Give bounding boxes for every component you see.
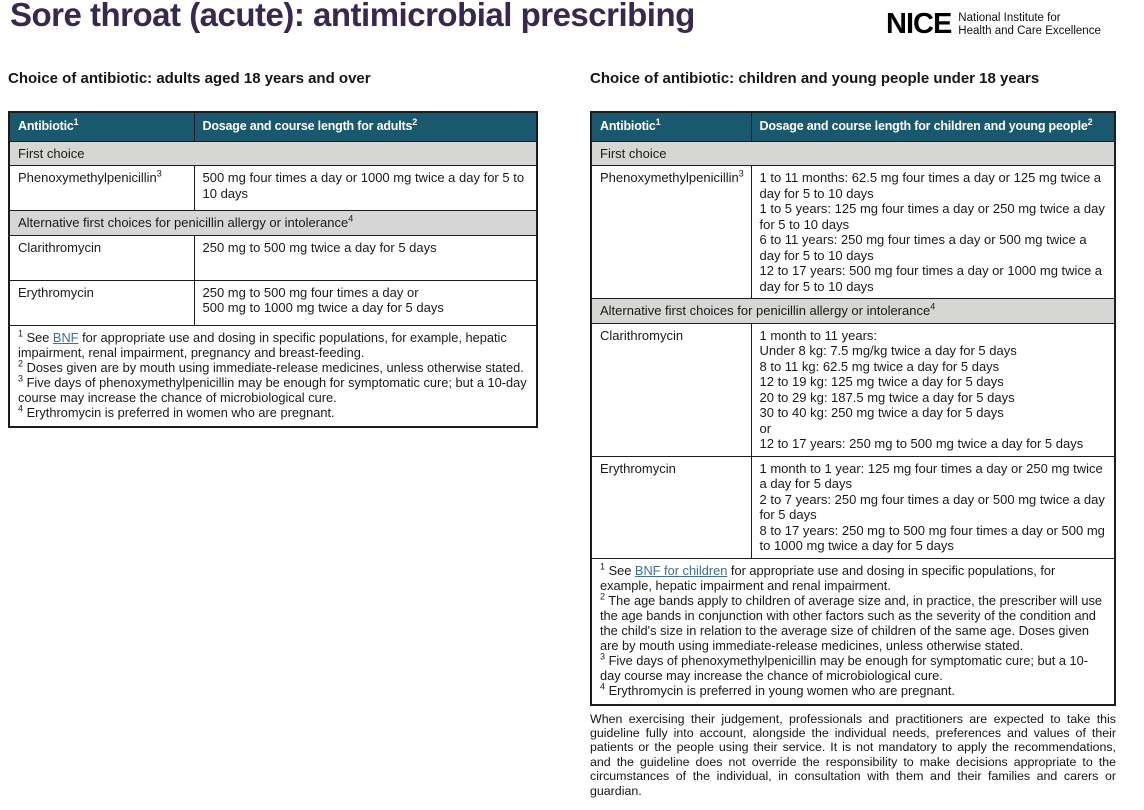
- section-row-label: Alternative first choices for penicillin allergy or intolerance$^4$: [591, 299, 1115, 324]
- antibiotic-cell: Phenoxymethylpenicillin$^3$: [9, 166, 194, 211]
- dosage-cell: [751, 323, 1115, 456]
- dosage-line: 6 to 11 years: 250 mg four times a day or 500 mg twice a day for 5 to 10 days: [759, 232, 1087, 263]
- nice-logo-tagline-line2: Health and Care Excellence: [958, 25, 1101, 37]
- page-title: Sore throat (acute): antimicrobial prescribing: [10, 0, 695, 33]
- antibiotic-cell: Clarithromycin: [591, 323, 751, 456]
- section-row-label: Alternative first choices for penicillin allergy or intolerance$^4$: [9, 211, 537, 236]
- dosage-line: 1 month to 11 years:: [759, 327, 878, 343]
- dosage-cell: [751, 166, 1115, 299]
- dosage-line: 250 mg to 500 mg four times a day or: [202, 284, 419, 300]
- antibiotic-cell: Clarithromycin: [9, 235, 194, 280]
- dosage-line: 1 to 5 years: 125 mg four times a day or 250 mg twice a day for 5 to 10 days: [759, 201, 1105, 232]
- dosage-line: 1 month to 1 year: 125 mg four times a day or 250 mg twice a day for 5 days: [759, 460, 1103, 491]
- dosage-cell: [751, 456, 1115, 558]
- dosage-line: 1 to 11 months: 62.5 mg four times a day or 125 mg twice a day for 5 to 10 days: [759, 170, 1102, 201]
- nice-logo-tagline-line1: National Institute for: [958, 12, 1061, 24]
- adults-antibiotic-table: [8, 111, 538, 428]
- footnote: $^3$ Five days of phenoxymethylpenicillin may be enough for symptomatic cure; but a 10-day course may increase the chance of microbiological cure.: [18, 373, 527, 405]
- children-antibiotic-table: [590, 111, 1116, 706]
- dosage-cell: [194, 280, 537, 325]
- antibiotic-cell: Erythromycin: [591, 456, 751, 558]
- dosage-line: 500 mg to 1000 mg twice a day for 5 days: [202, 300, 444, 315]
- dosage-line: 8 to 17 years: 250 mg to 500 mg four times a day or 500 mg to 1000 mg twice a day for 5 days: [759, 522, 1105, 553]
- dosage-line: 12 to 17 years: 500 mg four times a day or 1000 mg twice a day for 5 to 10 days: [759, 263, 1103, 294]
- footnote: $^2$ The age bands apply to children of average size and, in practice, the prescriber will use the age bands in conjunction with other factors such as the severity of the condition and the child's size in relation to the average size of children of the same age. Doses given are by mouth using immediate-release medicines, unless otherwise stated.: [600, 591, 1103, 653]
- footnote: $^1$ See BNF for appropriate use and dosing in specific populations, for example, hepatic impairment, renal impairment, pregnancy and breast-feeding.: [18, 328, 507, 360]
- column-header: Antibiotic$^1$: [9, 112, 194, 141]
- adults-heading: Choice of antibiotic: adults aged 18 years and over: [8, 70, 371, 87]
- bnf-for-children-link[interactable]: BNF for children: [634, 562, 728, 578]
- column-header: Dosage and course length for adults$^2$: [194, 112, 537, 141]
- footnote: $^3$ Five days of phenoxymethylpenicillin may be enough for symptomatic cure; but a 10-day course may increase the chance of microbiological cure.: [600, 651, 1088, 683]
- nice-logo-acronym: NICE: [886, 8, 952, 40]
- footnote: $^4$ Erythromycin is preferred in women who are pregnant.: [18, 403, 335, 420]
- nice-logo: [886, 10, 1101, 38]
- dosage-line: 500 mg four times a day or 1000 mg twice a day for 5 to 10 days: [202, 170, 525, 201]
- footnotes-cell: [591, 558, 1115, 705]
- section-row-label: First choice: [591, 141, 1115, 166]
- children-section: [590, 70, 1116, 810]
- children-heading: Choice of antibiotic: children and young people under 18 years: [590, 70, 1040, 87]
- footnote: $^4$ Erythromycin is preferred in young women who are pregnant.: [600, 681, 955, 698]
- dosage-line: 20 to 29 kg: 187.5 mg twice a day for 5 days: [759, 389, 1015, 405]
- dosage-cell: [194, 166, 537, 211]
- dosage-line: Under 8 kg: 7.5 mg/kg twice a day for 5 days: [759, 343, 1017, 358]
- section-row-label: First choice: [9, 141, 537, 166]
- adults-section: [8, 70, 538, 428]
- dosage-line: 12 to 19 kg: 125 mg twice a day for 5 days: [759, 374, 1004, 389]
- footnote: $^2$ Doses given are by mouth using immediate-release medicines, unless otherwise stated.: [18, 358, 524, 375]
- footnote: $^1$ See BNF for children for appropriate use and dosing in specific populations, for example, hepatic impairment and renal impairment.: [600, 561, 1056, 593]
- dosage-line: 30 to 40 kg: 250 mg twice a day for 5 days: [759, 405, 1004, 420]
- column-header: Dosage and course length for children and young people$^2$: [751, 112, 1115, 141]
- dosage-line: or: [759, 420, 772, 436]
- dosage-line: 8 to 11 kg: 62.5 mg twice a day for 5 days: [759, 358, 1000, 374]
- dosage-line: 2 to 7 years: 250 mg four times a day or 500 mg twice a day for 5 days: [759, 491, 1105, 522]
- bnf-link[interactable]: BNF: [52, 329, 79, 345]
- dosage-cell: [194, 235, 537, 280]
- column-header: Antibiotic$^1$: [591, 112, 751, 141]
- antibiotic-cell: Phenoxymethylpenicillin$^3$: [591, 166, 751, 299]
- antibiotic-cell: Erythromycin: [9, 280, 194, 325]
- nice-logo-tagline: [958, 10, 1101, 38]
- footnotes-cell: [9, 325, 537, 427]
- dosage-line: 12 to 17 years: 250 mg to 500 mg twice a day for 5 days: [759, 436, 1084, 451]
- dosage-line: 250 mg to 500 mg twice a day for 5 days: [202, 239, 437, 255]
- guideline-disclaimer: When exercising their judgement, professionals and practitioners are expected to take this guideline fully into account, alongside the individual needs, preferences and values of their patients or the people using their service. It is not mandatory to apply the recommendations, and the guideline does not override the responsibility to make decisions appropriate to the circumstances of the individual, in consultation with them and their families and carers or guardian.: [590, 711, 1116, 798]
